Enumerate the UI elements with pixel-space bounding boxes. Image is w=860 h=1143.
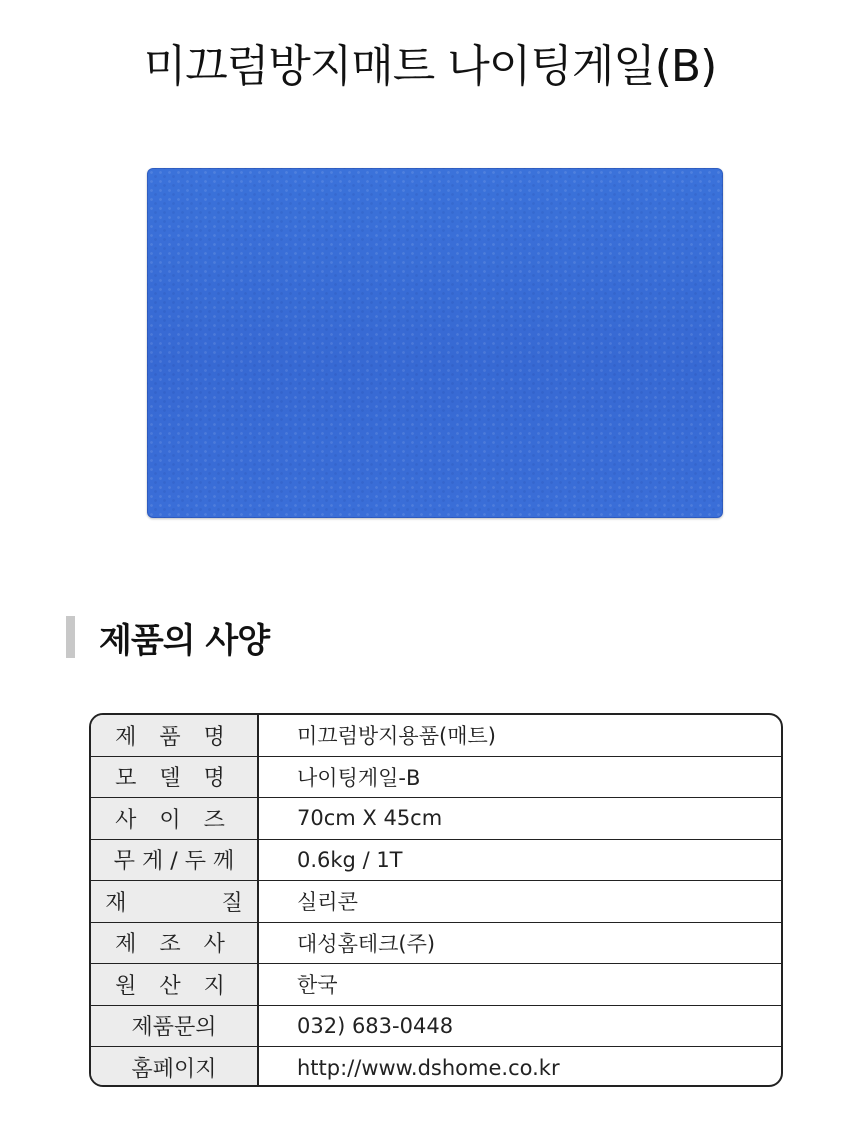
page-title: 미끄럼방지매트 나이팅게일(B) bbox=[143, 41, 717, 92]
spec-heading-title: 제품의 사양 bbox=[99, 620, 270, 661]
spec-table bbox=[89, 713, 783, 1087]
spec-value: 대성홈테크(주) bbox=[297, 931, 436, 956]
spec-label: 홈페이지 bbox=[91, 1047, 259, 1087]
spec-value: 70cm X 45cm bbox=[297, 806, 443, 831]
spec-label: 원 산 지 bbox=[91, 964, 259, 1005]
product-image-mat bbox=[147, 168, 723, 518]
table-row bbox=[91, 1047, 781, 1087]
spec-label: 모 델 명 bbox=[91, 757, 259, 798]
heading-accent-bar bbox=[66, 616, 75, 658]
spec-value: 0.6kg / 1T bbox=[297, 847, 403, 872]
spec-value: 한국 bbox=[297, 973, 338, 998]
table-row bbox=[91, 881, 781, 923]
spec-value: 미끄럼방지용품(매트) bbox=[297, 724, 496, 749]
spec-heading bbox=[66, 612, 269, 662]
spec-value: 032) 683-0448 bbox=[297, 1013, 454, 1038]
spec-label: 제 조 사 bbox=[91, 923, 259, 964]
spec-label: 무 게 / 두 께 bbox=[91, 840, 259, 881]
spec-label: 재 질 bbox=[91, 881, 259, 922]
homepage-link[interactable]: http://www.dshome.co.kr bbox=[297, 1055, 560, 1080]
table-row bbox=[91, 840, 781, 882]
table-row bbox=[91, 923, 781, 965]
table-row bbox=[91, 757, 781, 799]
table-row bbox=[91, 715, 781, 757]
table-row bbox=[91, 798, 781, 840]
spec-value: 나이팅게일-B bbox=[297, 765, 421, 790]
spec-label: 제 품 명 bbox=[91, 715, 259, 756]
table-row bbox=[91, 964, 781, 1006]
spec-label: 제품문의 bbox=[91, 1006, 259, 1047]
spec-label: 사 이 즈 bbox=[91, 798, 259, 839]
spec-value: 실리콘 bbox=[297, 890, 358, 915]
table-row bbox=[91, 1006, 781, 1048]
